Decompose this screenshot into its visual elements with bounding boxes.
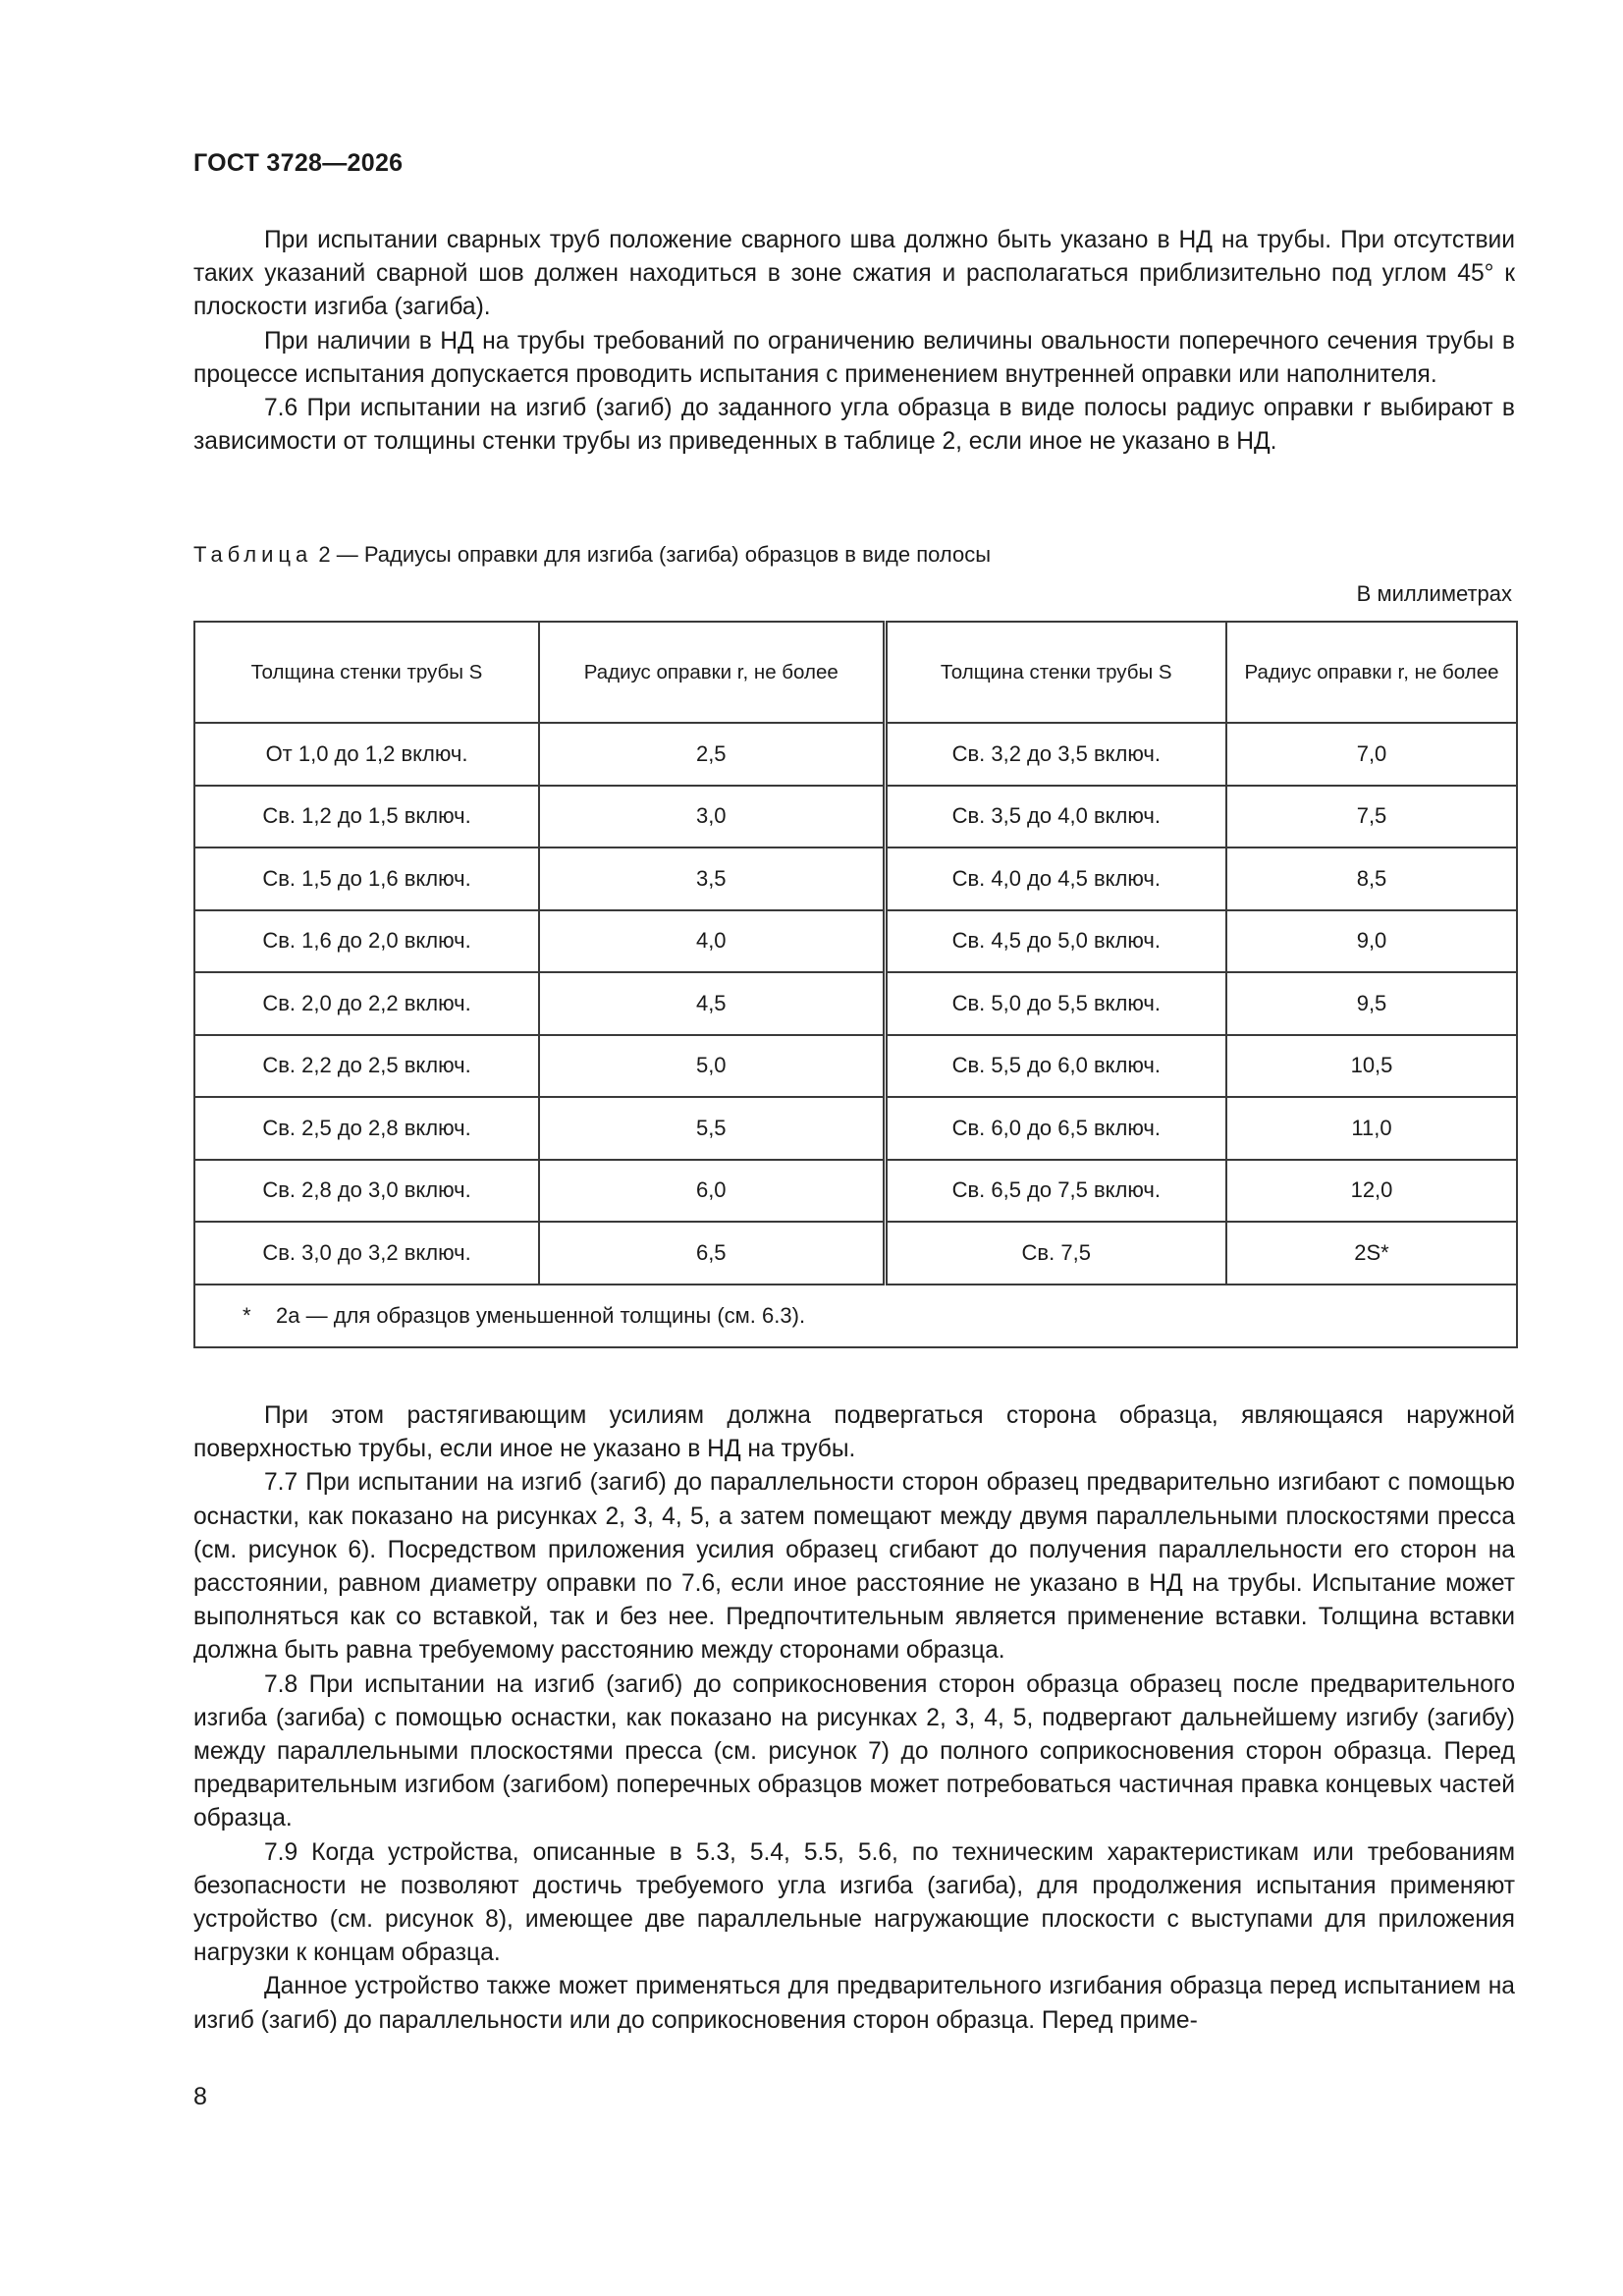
table-footnote-row: [194, 1285, 1517, 1347]
table-cell: 11,0: [1226, 1097, 1517, 1160]
table-cell: 4,5: [539, 972, 885, 1035]
table-cell: Св. 2,0 до 2,2 включ.: [194, 972, 539, 1035]
table-cell: 3,5: [539, 847, 885, 910]
table-caption: [193, 542, 991, 568]
footnote-text: 2а — для образцов уменьшенной толщины (см. 6.3).: [276, 1302, 806, 1328]
paragraph: При наличии в НД на трубы требований по ограничению величины овальности поперечного сечения трубы в процессе испытания допускается проводить испытания с применением внутренней оправки или наполнителя.: [193, 327, 1515, 388]
table-cell: Св. 7,5: [885, 1222, 1226, 1285]
table-cell: 5,0: [539, 1035, 885, 1098]
table-row: [194, 910, 1517, 973]
table-cell: 8,5: [1226, 847, 1517, 910]
paragraph: 7.9 Когда устройства, описанные в 5.3, 5.4, 5.5, 5.6, по техническим характеристикам или требованиям безопасности не позволяют достичь требуемого угла изгиба (загиба), для продолжения испытания применяют устройство (см. рисунок 8), имеющее две параллельные нагружающие плоскости с выступами для приложения нагрузки к концам образца.: [193, 1838, 1515, 1967]
table-cell: Св. 2,8 до 3,0 включ.: [194, 1160, 539, 1223]
table-cell: 7,5: [1226, 786, 1517, 848]
table-caption-label: Таблица: [193, 542, 313, 567]
table-cell: 3,0: [539, 786, 885, 848]
footnote-mark: *: [243, 1302, 251, 1328]
table-cell: Св. 4,5 до 5,0 включ.: [885, 910, 1226, 973]
paragraph: 7.6 При испытании на изгиб (загиб) до заданного угла образца в виде полосы радиус оправки r выбирают в зависимости от толщины стенки трубы из приведенных в таблице 2, если иное не указано в НД.: [193, 395, 1515, 456]
table-row: [194, 972, 1517, 1035]
table-row: [194, 723, 1517, 786]
table-row: [194, 1222, 1517, 1285]
table-cell: Св. 2,5 до 2,8 включ.: [194, 1097, 539, 1160]
table-cell: Св. 5,5 до 6,0 включ.: [885, 1035, 1226, 1098]
table-units: В миллиметрах: [1356, 581, 1512, 606]
table-cell: 9,5: [1226, 972, 1517, 1035]
table-cell: Св. 1,5 до 1,6 включ.: [194, 847, 539, 910]
table-cell: Св. 2,2 до 2,5 включ.: [194, 1035, 539, 1098]
document-header: ГОСТ 3728—2026: [193, 149, 404, 177]
table-cell: 10,5: [1226, 1035, 1517, 1098]
table-row: [194, 1035, 1517, 1098]
table-cell: 4,0: [539, 910, 885, 973]
table-cell: Св. 6,5 до 7,5 включ.: [885, 1160, 1226, 1223]
table-cell: 2,5: [539, 723, 885, 786]
table-header-row: [194, 622, 1517, 723]
table-cell: Св. 4,0 до 4,5 включ.: [885, 847, 1226, 910]
table-caption-text: 2 — Радиусы оправки для изгиба (загиба) образцов в виде полосы: [318, 542, 992, 567]
paragraph: 7.7 При испытании на изгиб (загиб) до параллельности сторон образец предварительно изгибают с помощью оснастки, как показано на рисунках 2, 3, 4, 5, а затем помещают между двумя параллельными плоскостями пресса (см. рисунок 6). Посредством приложения усилия образец сгибают до получения параллельности его сторон на расстоянии, равном диаметру оправки по 7.6, если иное расстояние не указано в НД на трубы. Испытание может выполняться как со вставкой, так и без нее. Предпочтительным является применение вставки. Толщина вставки должна быть равна требуемому расстоянию между сторонами образца.: [193, 1469, 1515, 1665]
paragraph: Данное устройство также может применяться для предварительного изгибания образца перед испытанием на изгиб (загиб) до параллельности или до соприкосновения сторон образца. Перед приме-: [193, 1973, 1515, 2034]
bottom-text-block: [193, 1399, 1515, 2038]
table-cell: 9,0: [1226, 910, 1517, 973]
table-footnote: [194, 1285, 1517, 1347]
header-cell: Толщина стенки трубы S: [885, 622, 1226, 723]
header-cell: Радиус оправки r, не более: [1226, 622, 1517, 723]
table-row: [194, 786, 1517, 848]
radius-table: [193, 621, 1518, 1348]
table-cell: 7,0: [1226, 723, 1517, 786]
table-cell: 2S*: [1226, 1222, 1517, 1285]
table-row: [194, 1160, 1517, 1223]
table-cell: Св. 1,2 до 1,5 включ.: [194, 786, 539, 848]
header-cell: Толщина стенки трубы S: [194, 622, 539, 723]
table-row: [194, 1097, 1517, 1160]
table-cell: 6,5: [539, 1222, 885, 1285]
table-cell: 6,0: [539, 1160, 885, 1223]
page-number: 8: [193, 2083, 207, 2110]
table-cell: Св. 3,0 до 3,2 включ.: [194, 1222, 539, 1285]
table-cell: Св. 5,0 до 5,5 включ.: [885, 972, 1226, 1035]
table-cell: 5,5: [539, 1097, 885, 1160]
paragraph: 7.8 При испытании на изгиб (загиб) до соприкосновения сторон образца образец после предварительного изгиба (загиба) с помощью оснастки, как показано на рисунках 2, 3, 4, 5, подвергают дальнейшему изгибу (загибу) между параллельными плоскостями пресса (см. рисунок 7) до полного соприкосновения сторон образца. Перед предварительным изгибом (загибом) поперечных образцов может потребоваться частичная правка концевых частей образца.: [193, 1670, 1515, 1832]
table-cell: От 1,0 до 1,2 включ.: [194, 723, 539, 786]
paragraph: При испытании сварных труб положение сварного шва должно быть указано в НД на трубы. При отсутствии таких указаний сварной шов должен находиться в зоне сжатия и располагаться приблизительно под углом 45° к плоскости изгиба (загиба).: [193, 227, 1515, 321]
table-cell: 12,0: [1226, 1160, 1517, 1223]
table-cell: Св. 1,6 до 2,0 включ.: [194, 910, 539, 973]
table-cell: Св. 3,5 до 4,0 включ.: [885, 786, 1226, 848]
table-cell: Св. 6,0 до 6,5 включ.: [885, 1097, 1226, 1160]
table-row: [194, 847, 1517, 910]
header-cell: Радиус оправки r, не более: [539, 622, 885, 723]
top-text-block: [193, 224, 1515, 459]
paragraph: При этом растягивающим усилиям должна подвергаться сторона образца, являющаяся наружной поверхностью трубы, если иное не указано в НД на трубы.: [193, 1402, 1515, 1463]
table-cell: Св. 3,2 до 3,5 включ.: [885, 723, 1226, 786]
